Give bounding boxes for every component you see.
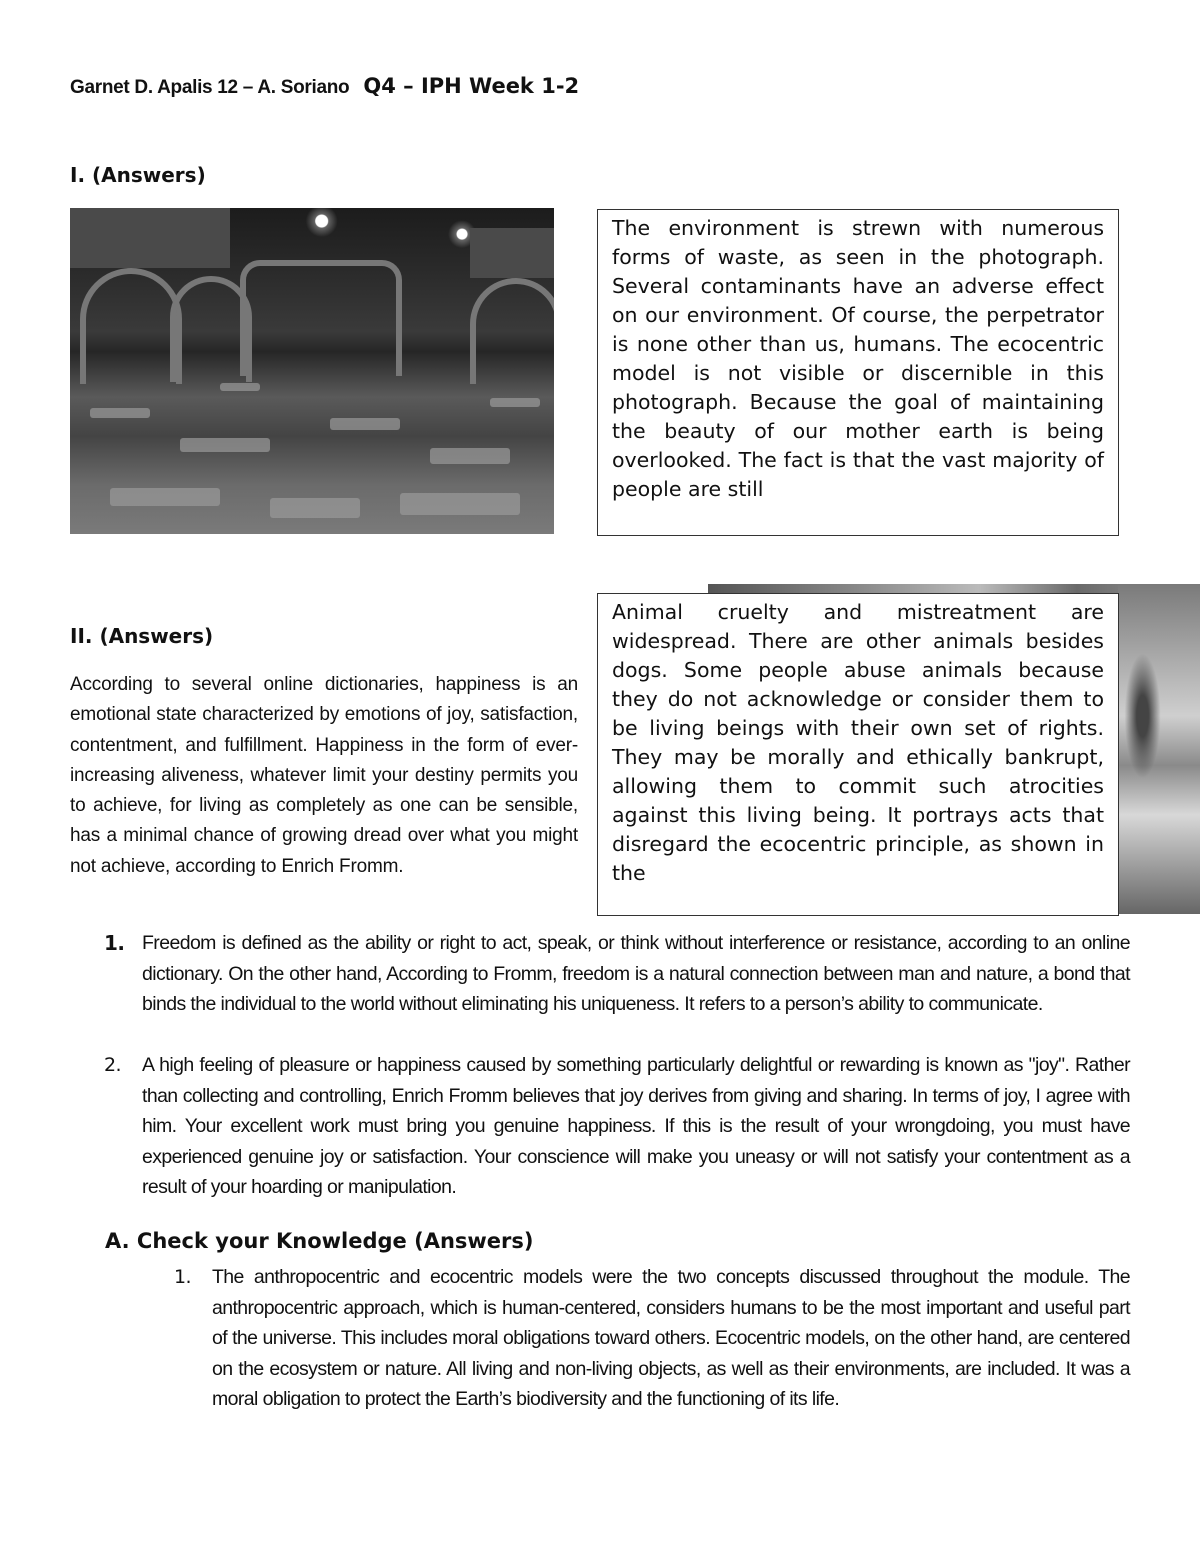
list-item-number: 2.: [104, 1054, 121, 1076]
list-item-text: A high feeling of pleasure or happiness caused by something particularly delightful or rewarding is known as "joy". Rather than collecting and controlling, Enrich Fromm believes that joy derives from giving and sharing. In terms of joy, I agree with him. Your excellent work must bring you genuine happiness. If this is the result of your wrongdoing, you must have experienced genuine joy or satisfaction. Your conscience will make you uneasy or will not satisfy your contentment as a result of your hoarding or manipulation.: [142, 1054, 1130, 1198]
section-1-answer-text: The environment is strewn with numerous forms of waste, as seen in the photograph. Several contaminants have an adverse effect on our environment. Of course, the perpetrator is none other than us, humans. The ecocentric model is not visible or discernible in this photograph. Because the goal of maintaining the beauty of our mother earth is being overlooked. The fact is that the vast majority of people are still: [612, 216, 1104, 501]
happiness-paragraph: According to several online dictionaries, happiness is an emotional state characterized by emotions of joy, satisfaction, contentment, and fulfillment. Happiness in the form of ever-increasing aliveness, whatever limit your destiny permits you to achieve, for living as completely as one can be sensible, has a minimal chance of growing dread over what you might not achieve, according to Enrich Fromm.: [70, 674, 578, 877]
section-1-answer-box: [597, 209, 1119, 536]
list-item: [174, 1262, 1130, 1415]
list-item: [104, 928, 1130, 1020]
list-item-number: 1.: [104, 931, 125, 955]
waste-photo-icon: [70, 208, 554, 534]
section-1-heading: I. (Answers): [70, 163, 206, 187]
student-name: Garnet D. Apalis 12 – A. Soriano: [70, 77, 350, 98]
list-item: [104, 1050, 1130, 1203]
list-item-number: 1.: [174, 1266, 191, 1288]
list-item-text: Freedom is defined as the ability or right to act, speak, or think without interference or resistance, according to an online dictionary. On the other hand, According to Fromm, freedom is a natural connection between man and nature, a bond that binds the individual to the world without eliminating his uniqueness. It refers to a person’s ability to communicate.: [142, 932, 1130, 1015]
animal-photo-visible-edge: [1118, 584, 1200, 914]
section-2-heading: II. (Answers): [70, 624, 214, 648]
document-title: Q4 – IPH Week 1-2: [363, 74, 580, 98]
document-header: [70, 74, 579, 99]
list-item-text: The anthropocentric and ecocentric models were the two concepts discussed throughout the module. The anthropocentric approach, which is human-centered, considers humans to be the most important and useful part of the universe. This includes moral obligations toward others. Ecocentric models, on the other hand, are centered on the ecosystem or nature. All living and non-living objects, as well as their environments, are included. It was a moral obligation to protect the Earth’s biodiversity and the functioning of its life.: [212, 1266, 1130, 1410]
check-knowledge-heading: A. Check your Knowledge (Answers): [105, 1229, 534, 1253]
section-2-answer-box: [597, 593, 1119, 916]
section-2-answer-text: Animal cruelty and mistreatment are widespread. There are other animals besides dogs. Some people abuse animals because they do not acknowledge or consider them to be living beings with their own set of rights. They may be morally and ethically bankrupt, allowing them to commit such atrocities against this living being. It portrays acts that disregard the ecocentric principle, as shown in the: [612, 600, 1104, 885]
